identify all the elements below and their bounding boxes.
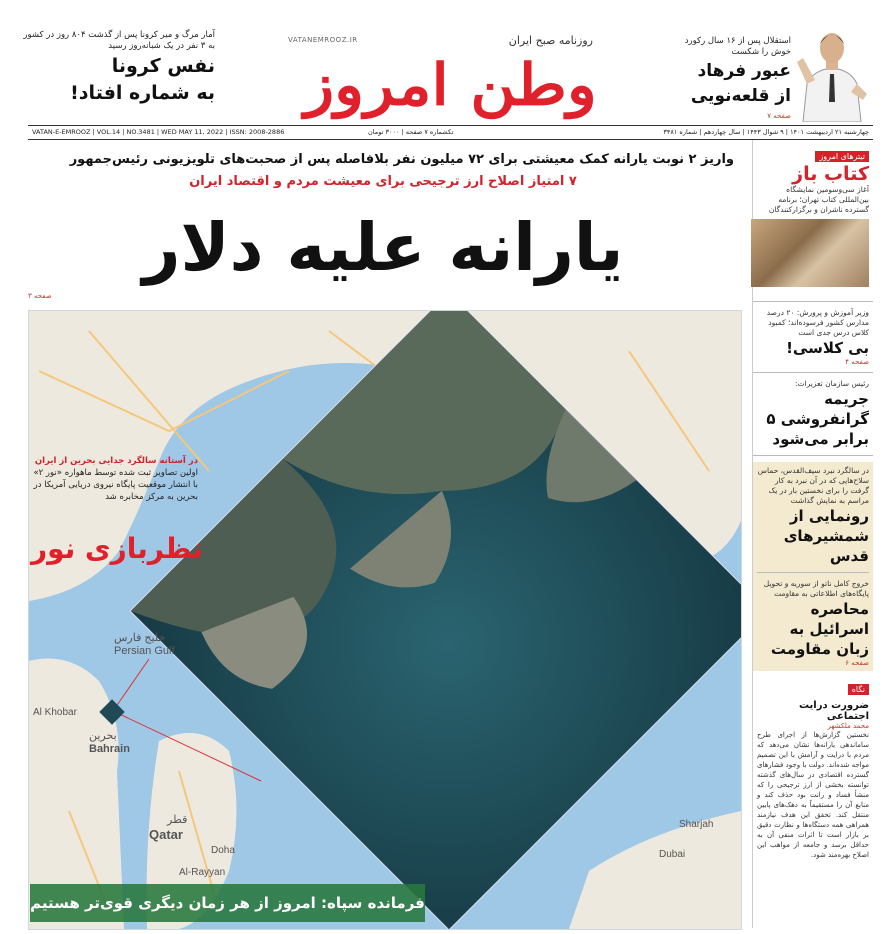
sidebar-divider bbox=[753, 372, 873, 373]
logo-text: وطن امروز bbox=[304, 50, 597, 119]
sidebar-book-text: آغاز سی‌وسومین نمایشگاه بین‌المللی کتاب تهران؛ برنامه گسترده ناشران و برگزارکنندگان bbox=[768, 185, 869, 214]
sidebar-tag-view: نگاه bbox=[848, 684, 869, 695]
left-tease[interactable] bbox=[20, 30, 215, 106]
sidebar-class-ref: صفحه ۴ bbox=[845, 358, 869, 366]
right-tease-headline-2: از قلعه‌نویی bbox=[690, 86, 791, 106]
book-fair-photo bbox=[751, 219, 869, 287]
sidebar-fine-title: جریمه گرانفروشی ۵ برابر می‌شود bbox=[766, 390, 869, 448]
issue-info-persian: چهارشنبه ۲۱ اردیبهشت ۱۴۰۱ | ۹ شوال ۱۴۴۳ | سال چهاردهم | شماره ۳۴۸۱ bbox=[663, 128, 869, 136]
sidebar-class-title: بی کلاسی! bbox=[786, 339, 869, 357]
sidebar-sword-title: رونمایی از شمشیرهای قدس bbox=[783, 507, 869, 565]
main-headline-page-ref: صفحه ۳ bbox=[28, 292, 52, 300]
coach-portrait bbox=[793, 22, 871, 122]
newspaper-logo[interactable] bbox=[228, 20, 673, 120]
right-tease-summary: استقلال پس از ۱۶ سال رکورد خوش را شکست bbox=[684, 36, 791, 57]
sidebar-class-text: وزیر آموزش و پرورش: ۲۰ درصد مدارس کشور فرسوده‌اند؛ کمبود کلاس درس جدی است bbox=[766, 308, 869, 337]
sidebar-divider bbox=[757, 572, 869, 573]
map-story-headline[interactable]: نظربازی نور bbox=[31, 532, 203, 565]
bottom-banner-headline[interactable]: فرمانده سپاه: امروز از هر زمان دیگری قوی‌تر هستیم bbox=[30, 884, 425, 922]
editorial-body: نخستین گزارش‌ها از اجرای طرح ساماندهی یارانه‌ها نشان می‌دهد که مردم با درایت و آرامش با این تصمیم مواجه شده‌اند. دولت با وجود فشارهای گسترده اقتصادی در سال‌های گذشته توانسته بخشی از ارز ترجیحی را که منشأ فساد و رانت بود حذف کند و منابع آن را مستقیماً به دهک‌های پایین منتقل کند. تحقق این هدف نیازمند همراهی همه دستگاه‌ها و نظارت دقیق بر بازار است تا اثرات منفی آن به حداقل برسد و جامعه از مواهب این اصلاح بهره‌مند شود. bbox=[757, 731, 869, 859]
right-tease-page-ref: صفحه ۷ bbox=[767, 112, 791, 120]
map-label-sharjah: Sharjah bbox=[679, 819, 714, 830]
sidebar-class-story[interactable] bbox=[753, 308, 873, 366]
bahrain-satellite-map bbox=[28, 310, 742, 930]
map-label-dubai: Dubai bbox=[659, 849, 686, 860]
sidebar bbox=[752, 140, 873, 928]
sidebar-sword-text: در سالگرد نبرد سیف‌القدس، حماس سلاح‌هایی که در آن نبرد به کار گرفت را برای نخستین بار در یک مراسم به نمایش گذاشت bbox=[757, 466, 869, 505]
map-label-rayyan: Al-Rayyan bbox=[179, 867, 226, 878]
map-caption-kicker: در آستانه سالگرد جدایی بحرین از ایران bbox=[34, 456, 198, 466]
map-label-gulf-en: Persian Gulf bbox=[114, 645, 175, 657]
right-tease[interactable] bbox=[673, 36, 791, 120]
sidebar-divider bbox=[753, 301, 873, 302]
map-label-gulf-fa: خلیج فارس bbox=[114, 632, 166, 644]
sidebar-siege-ref: صفحه ۶ bbox=[845, 659, 869, 667]
map-caption-body: اولین تصاویر ثبت شده توسط ماهواره «نور ۲» با انتشار موقعیت پایگاه نیروی دریایی آمریکا در بحرین به مرکز مخابره شد bbox=[33, 468, 198, 502]
map-label-qatar-fa: قطر bbox=[167, 814, 188, 826]
editorial-author: محمد ملکشهر bbox=[827, 722, 869, 730]
left-tease-summary: آمار مرگ و میر کرونا پس از گذشت ۸۰۴ روز در کشور به ۳ نفر در یک شبانه‌روز رسید bbox=[23, 30, 215, 51]
main-headline[interactable]: یارانه علیه دلار bbox=[142, 209, 624, 286]
main-subhead[interactable]: ۷ امتیاز اصلاح ارز ترجیحی برای معیشت مردم و اقتصاد ایران bbox=[189, 174, 577, 189]
issue-info-price: تکشماره ۷ صفحه | ۳۰۰۰ تومان bbox=[368, 128, 454, 136]
map-caption bbox=[28, 455, 198, 503]
right-tease-headline-1: عبور فرهاد bbox=[697, 61, 791, 81]
sidebar-siege-title: محاصره اسرائیل به زبان مقاومت bbox=[770, 600, 869, 658]
sidebar-book-story[interactable] bbox=[753, 140, 873, 295]
sidebar-fine-text: رئیس سازمان تعزیرات: bbox=[794, 379, 869, 388]
map-label-doha: Doha bbox=[211, 845, 235, 856]
sidebar-fine-story[interactable] bbox=[753, 379, 873, 449]
sidebar-sword-story[interactable] bbox=[753, 462, 873, 671]
editorial-title: ضرورت درایت اجتماعی bbox=[798, 700, 869, 722]
map-label-bahrain-fa: بحرین bbox=[89, 730, 117, 742]
logo-tagline: روزنامه صبح ایران bbox=[508, 34, 593, 47]
issue-info-bar bbox=[28, 125, 873, 140]
sidebar-tag-today: تیترهای امروز bbox=[815, 151, 869, 162]
left-tease-headline-1: نفس کرونا bbox=[111, 55, 215, 77]
map-label-qatar-en: Qatar bbox=[149, 827, 183, 842]
left-tease-headline-2: به شماره افتاد! bbox=[70, 82, 215, 104]
sidebar-editorial[interactable] bbox=[753, 671, 873, 860]
sidebar-siege-text: خروج کامل ناتو از سوریه و تحویل پایگاه‌های اطلاعاتی به مقاومت bbox=[763, 579, 869, 598]
issue-info-english: VATAN-E-EMROOZ | VOL.14 | NO.3481 | WED MAY 11, 2022 | ISSN: 2008-2886 bbox=[32, 128, 285, 136]
sidebar-divider bbox=[753, 455, 873, 456]
map-label-khobar: Al Khobar bbox=[33, 707, 77, 718]
map-label-bahrain-en: Bahrain bbox=[89, 743, 130, 755]
sidebar-book-title: کتاب باز bbox=[792, 163, 869, 185]
site-url: VATANEMROOZ.IR bbox=[288, 36, 358, 44]
main-kicker[interactable]: واریز ۲ نوبت یارانه کمک معیشتی برای ۷۲ میلیون نفر بلافاصله پس از صحبت‌های تلویزیونی رئیس‌جمهور bbox=[69, 152, 734, 167]
